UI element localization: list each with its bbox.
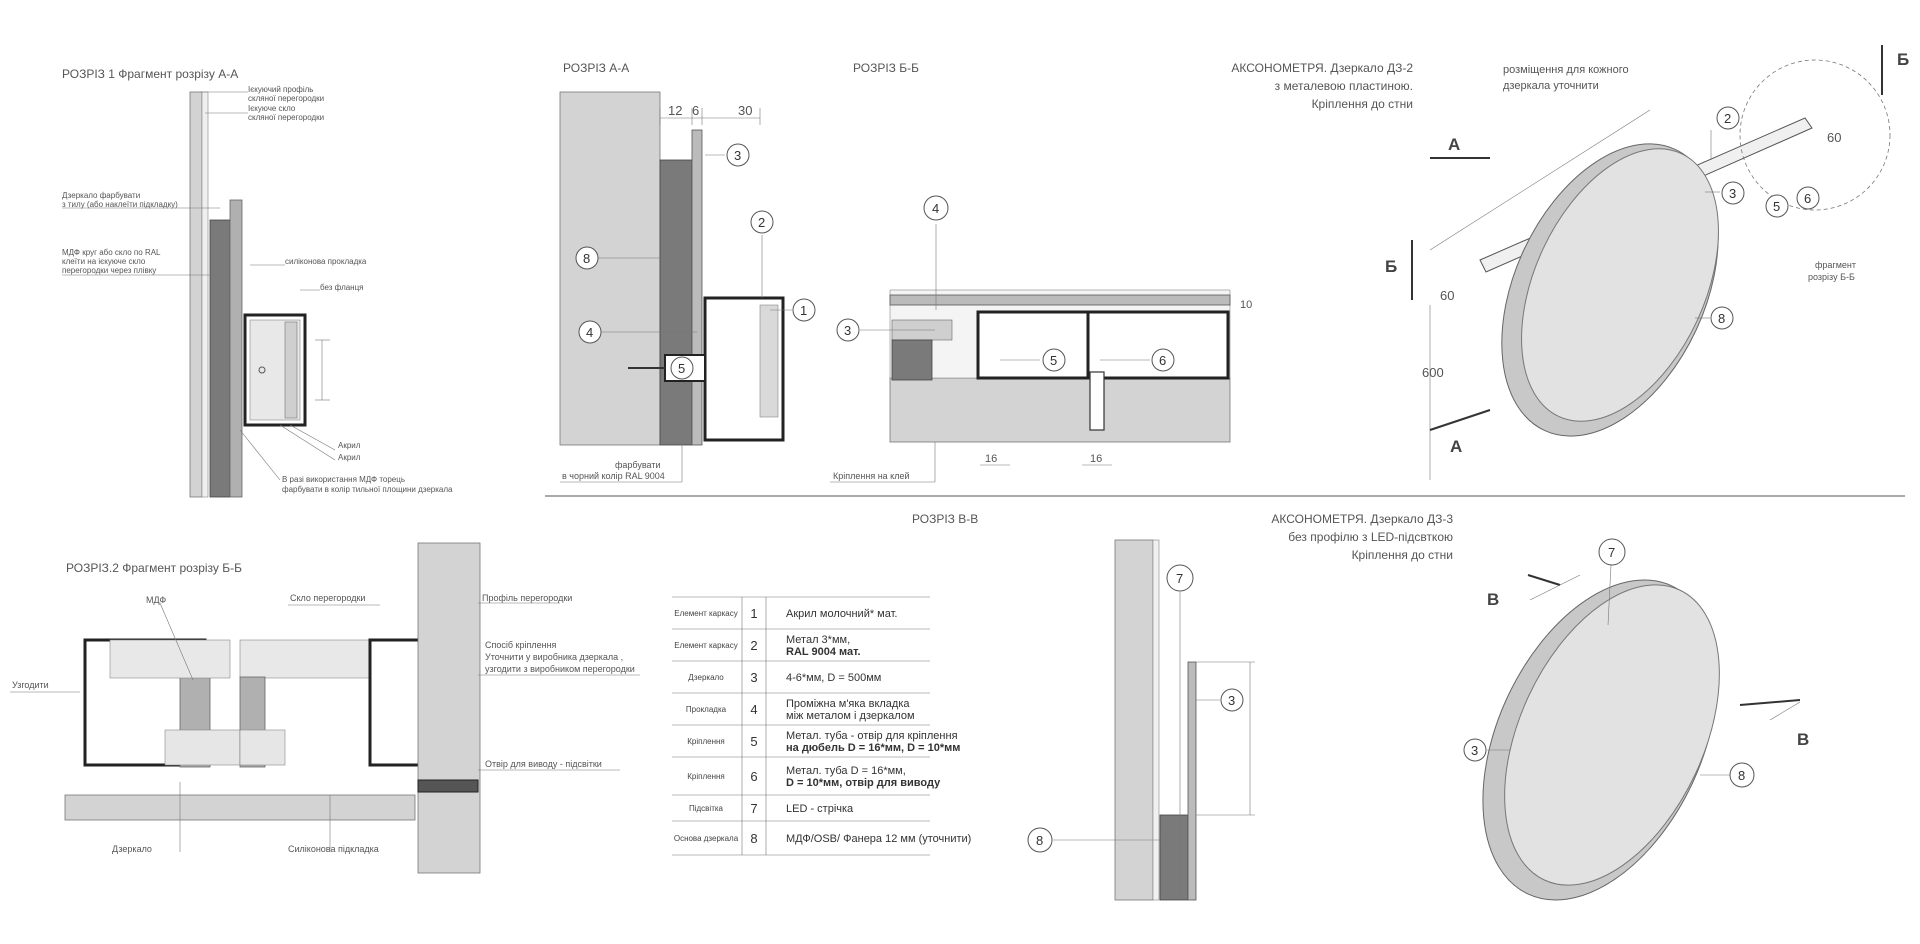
callout-7-label: 7: [1608, 545, 1616, 560]
section-marker-v-top: [1528, 575, 1560, 585]
callout-2-label: 2: [1724, 111, 1732, 126]
note-mirror: Дзеркало: [112, 844, 152, 854]
table-cell-desc: Проміжна м'яка вкладка: [786, 698, 910, 710]
callout-2-label: 2: [758, 215, 766, 230]
table-cell-element: Елемент каркасу: [674, 609, 738, 618]
note-silicone: силіконова прокладка: [285, 257, 367, 266]
callout-1-label: 1: [800, 303, 808, 318]
note-no-flange: без фланця: [320, 283, 364, 292]
section-marker-v-bottom: [1740, 700, 1800, 705]
note-glass-2: скляної перегородки: [248, 113, 325, 122]
note-fix-method-2: Уточнити у виробника дзеркала ,: [485, 652, 624, 662]
note-paint-ral: в чорний колір RAL 9004: [562, 471, 665, 481]
mirror: [1188, 662, 1196, 900]
dim-30: 30: [738, 103, 753, 118]
wall-right: [418, 543, 480, 873]
note-acrylic-1: Акрил: [338, 441, 361, 450]
table-cell-element: Кріплення: [687, 737, 725, 746]
callout-6-label: 6: [1159, 353, 1167, 368]
note-glass-1: Ієкуюче скло: [248, 104, 296, 113]
dim-60-b: 60: [1827, 130, 1842, 145]
axo3-title-1: АКСОНОМЕТРЯ. Дзеркало ДЗ-3: [1271, 512, 1453, 526]
glass: [110, 640, 230, 678]
leader-line: [290, 425, 335, 450]
dim-12: 12: [668, 103, 683, 118]
dim-10: 10: [1240, 299, 1253, 311]
section-2-title: РОЗРІЗ.2 Фрагмент розрізу Б-Б: [66, 561, 242, 575]
wall: [560, 92, 660, 445]
table-cell-num: 7: [750, 801, 758, 816]
note-mdf-3: перегородки через плівку: [62, 266, 157, 275]
pad: [165, 730, 245, 765]
profile-section: [892, 340, 932, 380]
section-vv-title: РОЗРІЗ В-В: [912, 512, 979, 526]
axo-dz3: [1271, 512, 1809, 937]
pad-right: [240, 730, 285, 765]
table-cell-num: 2: [750, 638, 758, 653]
callout-8-label: 8: [1738, 768, 1746, 783]
section-bb-title: РОЗРІЗ Б-Б: [853, 61, 919, 75]
callout-7-label: 7: [1176, 571, 1184, 586]
mirror: [692, 130, 702, 445]
wall: [1115, 540, 1153, 900]
note-fix-method-3: узгодити з виробником перегородки: [485, 664, 635, 674]
callout-3-label: 3: [1729, 186, 1737, 201]
section-bb: [830, 61, 1252, 482]
callout-3-label: 3: [1471, 743, 1479, 758]
wall-base: [890, 378, 1230, 442]
partition-glass: [190, 92, 202, 497]
dim-16-a: 16: [985, 453, 998, 465]
note-mirror-paint-2: з тилу (або наклеїти підкладку): [62, 200, 178, 209]
section-2: [10, 543, 640, 873]
mdf-base: [1160, 815, 1188, 900]
axo2-title-1: АКСОНОМЕТРЯ. Дзеркало ДЗ-2: [1231, 61, 1413, 75]
table-cell-num: 4: [750, 702, 758, 717]
detail-circle: [1740, 60, 1890, 210]
table-cell-element: Прокладка: [685, 705, 727, 714]
wire-outlet: [418, 780, 478, 792]
fragment-label-2: розрізу Б-Б: [1808, 272, 1855, 282]
note-coordinate: Узгодити: [12, 680, 49, 690]
callout-5-label: 5: [1050, 353, 1058, 368]
dim-600: 600: [1422, 365, 1444, 380]
acrylic-side: [285, 322, 297, 418]
dim-60-a: 60: [1440, 288, 1455, 303]
spec-table: [672, 597, 971, 855]
callout-6-label: 6: [1804, 191, 1812, 206]
callout-5-label: 5: [1773, 199, 1781, 214]
leader-line: [240, 430, 280, 480]
axo2-title-2: з металевою пластиною.: [1274, 79, 1413, 93]
table-cell-desc: Метал. туба D = 16*мм,: [786, 765, 906, 777]
axo2-title-3: Кріплення до стни: [1311, 97, 1413, 111]
axo2-note-2: дзеркала уточнити: [1503, 80, 1599, 92]
profile-right: [370, 640, 420, 765]
table-cell-desc: між металом і дзеркалом: [786, 710, 915, 722]
table-cell-desc: LED - стрічка: [786, 803, 854, 815]
section-aa: [560, 61, 815, 482]
axo-dz2: [1231, 45, 1909, 480]
table-cell-desc: D = 10*мм, отвір для виводу: [786, 777, 941, 789]
callout-8-label: 8: [1718, 311, 1726, 326]
note-mdf-edge-1: В разі використання МДФ торець: [282, 475, 406, 484]
metal-profile-left: [978, 312, 1088, 378]
glass: [1153, 540, 1159, 900]
note-led-outlet: Отвір для виводу - підсвітки: [485, 759, 602, 769]
callout-3-label: 3: [734, 148, 742, 163]
tube: [1090, 372, 1104, 430]
note-partition-glass: Скло перегородки: [290, 593, 366, 603]
table-cell-desc: на дюбель D = 16*мм, D = 10*мм: [786, 742, 961, 754]
mirror: [890, 295, 1230, 305]
table-cell-desc: RAL 9004 мат.: [786, 646, 861, 658]
callout-8-label: 8: [1036, 833, 1044, 848]
section-a-top: А: [1448, 135, 1461, 154]
note-mdf-2: клеїти на ієкуюче скло: [62, 257, 146, 266]
table-cell-element: Основа дзеркала: [673, 834, 739, 843]
note-fix-method-1: Спосіб кріплення: [485, 640, 557, 650]
table-cell-desc: 4-6*мм, D = 500мм: [786, 672, 882, 684]
callout-4-label: 4: [586, 325, 594, 340]
arrow-v-bottom: [1770, 702, 1800, 720]
callout-3-label: 3: [844, 323, 852, 338]
table-cell-desc: Акрил молочний* мат.: [786, 608, 898, 620]
axo2-note-1: розміщення для кожного: [1503, 64, 1629, 76]
table-cell-num: 5: [750, 734, 758, 749]
section-a-bottom: А: [1450, 437, 1463, 456]
table-cell-num: 1: [750, 606, 758, 621]
section-b-right: Б: [1897, 50, 1910, 69]
axo3-title-2: без профілю з LED-підсвткою: [1288, 530, 1453, 544]
table-cell-num: 6: [750, 769, 758, 784]
section-aa-title: РОЗРІЗ А-А: [563, 61, 630, 75]
mdf-base: [660, 160, 692, 445]
callout-3-label: 3: [1228, 693, 1236, 708]
callout-5-label: 5: [678, 361, 686, 376]
section-marker-a-bottom: [1430, 410, 1490, 430]
table-cell-element: Підсвітка: [688, 804, 724, 813]
table-cell-num: 3: [750, 670, 758, 685]
table-cell-desc: МДФ/OSB/ Фанера 12 мм (уточнити): [786, 833, 972, 845]
note-glass-profile-1: Ієкуючий профіль: [248, 85, 314, 94]
dim-6: 6: [692, 103, 700, 118]
table-cell-element: Дзеркало: [688, 673, 724, 682]
section-1-title: РОЗРІЗ 1 Фрагмент розрізу А-А: [62, 67, 239, 81]
table-cell-desc: Метал 3*мм,: [786, 634, 851, 646]
note-acrylic-2: Акрил: [338, 453, 361, 462]
section-v-bottom: В: [1797, 730, 1810, 749]
note-paint: фарбувати: [615, 460, 661, 470]
note-silicone-pad: Силіконова підкладка: [288, 844, 379, 854]
table-cell-element: Елемент каркасу: [674, 641, 738, 650]
note-glass-profile-2: скляної перегородки: [248, 94, 325, 103]
callout-4-label: 4: [932, 201, 940, 216]
table-cell-desc: Метал. туба - отвір для кріплення: [786, 730, 958, 742]
fragment-label-1: фрагмент: [1815, 260, 1856, 270]
section-b-left: Б: [1385, 257, 1398, 276]
note-mdf: МДФ: [146, 595, 167, 605]
note-glue: Кріплення на клей: [833, 471, 910, 481]
callout-8-label: 8: [583, 251, 591, 266]
mdf-base: [210, 220, 230, 497]
mirror-section: [230, 200, 242, 497]
floor-strip: [65, 795, 415, 820]
acrylic: [760, 305, 778, 417]
section-1: [62, 67, 453, 497]
axo3-title-3: Кріплення до стни: [1351, 548, 1453, 562]
dim-16-b: 16: [1090, 453, 1103, 465]
table-cell-num: 8: [750, 831, 758, 846]
note-mdf-1: МДФ круг або скло по RAL: [62, 248, 161, 257]
note-mirror-paint-1: Дзеркало фарбувати: [62, 191, 141, 200]
partition-profile: [202, 92, 208, 497]
note-mdf-edge-2: фарбувати в колір тильної площини дзеркала: [282, 485, 453, 494]
note-partition-profile: Профіль перегородки: [482, 593, 573, 603]
leader-line: [280, 425, 335, 460]
section-v-top: В: [1487, 590, 1500, 609]
table-cell-element: Кріплення: [687, 772, 725, 781]
